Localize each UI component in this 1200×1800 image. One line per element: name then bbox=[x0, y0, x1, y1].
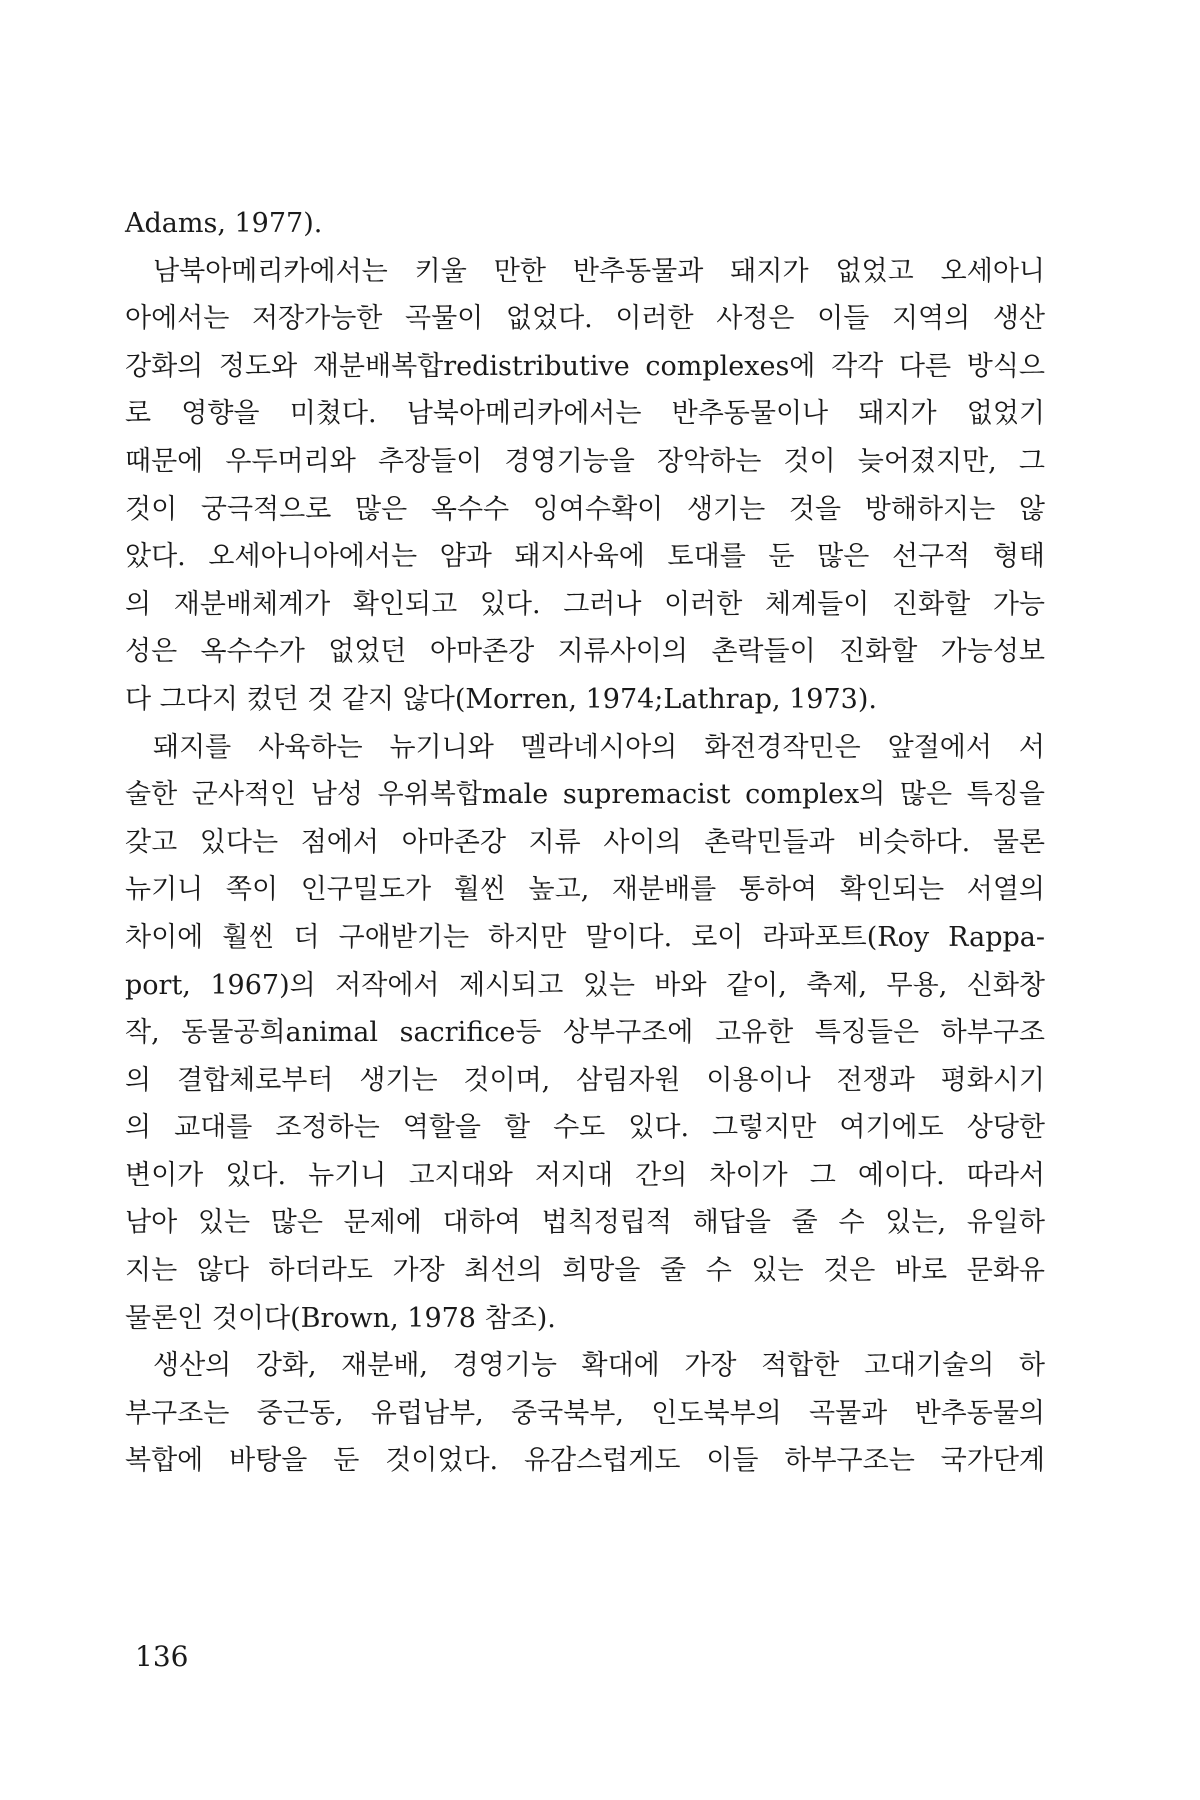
text-line: 변이가 있다. 뉴기니 고지대와 저지대 간의 차이가 그 예이다. 따라서 bbox=[125, 1159, 1045, 1191]
text-line: 았다. 오세아니아에서는 얌과 돼지사육에 토대를 둔 많은 선구적 형태 bbox=[125, 541, 1045, 573]
page-number: 136 bbox=[135, 1640, 189, 1673]
text-line: 부구조는 중근동, 유럽남부, 중국북부, 인도북부의 곡물과 반추동물의 bbox=[125, 1397, 1045, 1429]
text-line: 성은 옥수수가 없었던 아마존강 지류사이의 촌락들이 진화할 가능성보 bbox=[125, 636, 1045, 668]
text-line: 로 영향을 미쳤다. 남북아메리카에서는 반추동물이나 돼지가 없었기 bbox=[125, 398, 1045, 430]
text-line: 남아 있는 많은 문제에 대하여 법칙정립적 해답을 줄 수 있는, 유일하 bbox=[125, 1207, 1045, 1239]
paragraph bbox=[125, 724, 1045, 1343]
text-line: 강화의 정도와 재분배복합redistributive complexes에 각각 다른 방식으 bbox=[125, 350, 1045, 382]
text-line: 물론인 것이다(Brown, 1978 참조). bbox=[125, 1302, 556, 1334]
text-line: 복합에 바탕을 둔 것이었다. 유감스럽게도 이들 하부구조는 국가단계 bbox=[125, 1445, 1045, 1477]
text-line: 뉴기니 쪽이 인구밀도가 훨씬 높고, 재분배를 통하여 확인되는 서열의 bbox=[125, 874, 1045, 906]
paragraph bbox=[125, 200, 1045, 248]
paragraph bbox=[125, 248, 1045, 724]
text-line: 의 재분배체계가 확인되고 있다. 그러나 이러한 체계들이 진화할 가능 bbox=[125, 588, 1045, 620]
text-line: 지는 않다 하더라도 가장 최선의 희망을 줄 수 있는 것은 바로 문화유 bbox=[125, 1255, 1045, 1287]
text-line: 돼지를 사육하는 뉴기니와 멜라네시아의 화전경작민은 앞절에서 서 bbox=[153, 731, 1045, 763]
text-line: 아에서는 저장가능한 곡물이 없었다. 이러한 사정은 이들 지역의 생산 bbox=[125, 303, 1045, 335]
text-line: port, 1967)의 저작에서 제시되고 있는 바와 같이, 축제, 무용, 신화창 bbox=[125, 969, 1045, 1001]
body-text bbox=[125, 200, 1045, 1485]
text-line: 작, 동물공희animal sacrifice등 상부구조에 고유한 특징들은 하부구조 bbox=[125, 1017, 1045, 1049]
text-line: 것이 궁극적으로 많은 옥수수 잉여수확이 생기는 것을 방해하지는 않 bbox=[125, 493, 1045, 525]
text-line: 갖고 있다는 점에서 아마존강 지류 사이의 촌락민들과 비슷하다. 물론 bbox=[125, 826, 1045, 858]
text-line: 때문에 우두머리와 추장들이 경영기능을 장악하는 것이 늦어졌지만, 그 bbox=[125, 445, 1045, 477]
text-line: 의 결합체로부터 생기는 것이며, 삼림자원 이용이나 전쟁과 평화시기 bbox=[125, 1064, 1045, 1096]
text-line: 생산의 강화, 재분배, 경영기능 확대에 가장 적합한 고대기술의 하 bbox=[153, 1350, 1045, 1382]
text-line: 의 교대를 조정하는 역할을 할 수도 있다. 그렇지만 여기에도 상당한 bbox=[125, 1112, 1045, 1144]
text-line: 술한 군사적인 남성 우위복합male supremacist complex의 많은 특징을 bbox=[125, 779, 1045, 811]
text-line: 남북아메리카에서는 키울 만한 반추동물과 돼지가 없었고 오세아니 bbox=[153, 255, 1045, 287]
text-line: Adams, 1977). bbox=[125, 208, 323, 239]
text-line: 다 그다지 컸던 것 같지 않다(Morren, 1974;Lathrap, 1973). bbox=[125, 683, 877, 715]
text-line: 차이에 훨씬 더 구애받기는 하지만 말이다. 로이 라파포트(Roy Rappa- bbox=[125, 921, 1045, 953]
paragraph bbox=[125, 1342, 1045, 1485]
